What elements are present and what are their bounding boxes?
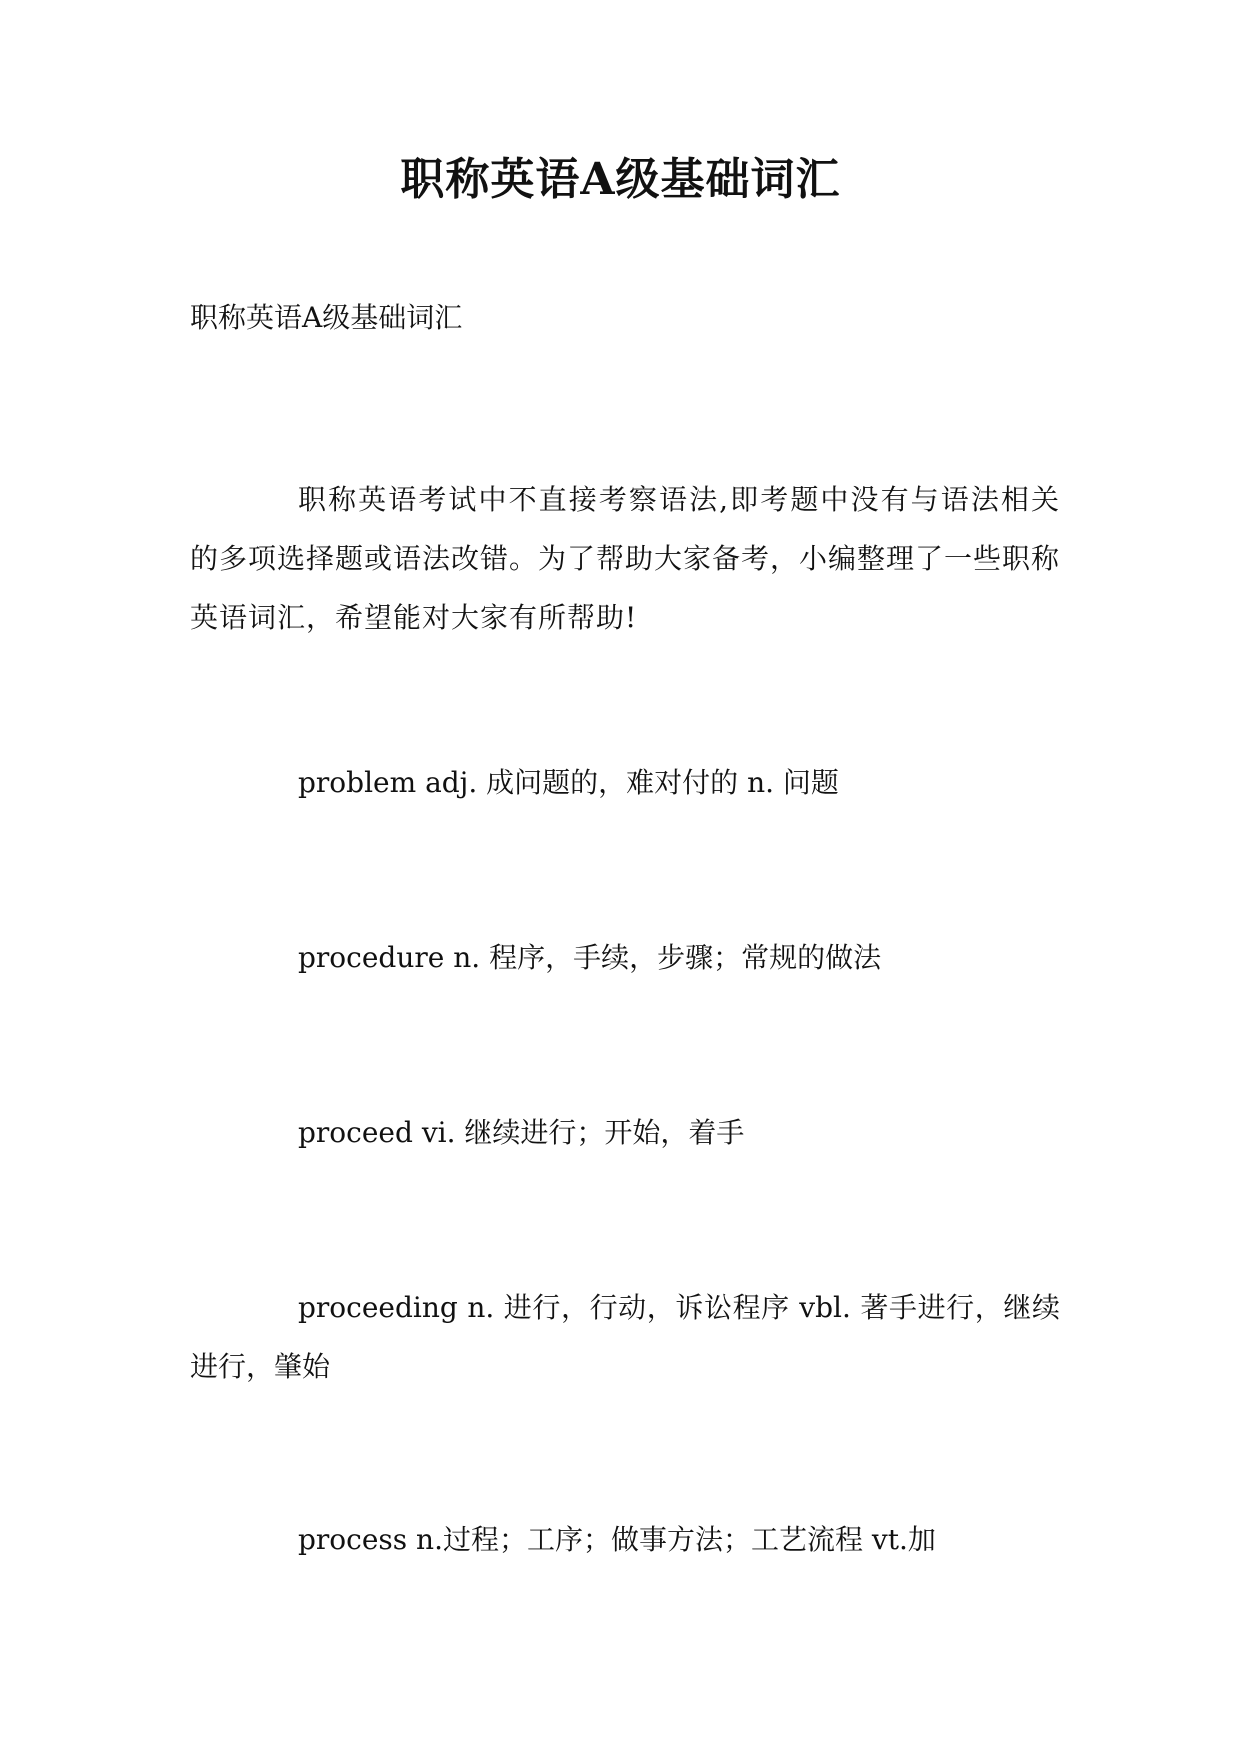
vocab-entry-process: process n.过程；工序；做事方法；工艺流程 vt.加 [298, 1523, 936, 1556]
intro-paragraph: 职称英语考试中不直接考察语法,即考题中没有与语法相关的多项选择题或语法改错。为了帮助大家备考，小编整理了一些职称英语词汇，希望能对大家有所帮助! [190, 483, 1061, 634]
vocab-entry-procedure: procedure n. 程序，手续，步骤；常规的做法 [298, 941, 882, 974]
document-title: 职称英语A级基础词汇 [400, 154, 841, 205]
vocab-entry-proceed: proceed vi. 继续进行；开始，着手 [298, 1116, 745, 1149]
vocab-entry-problem: problem adj. 成问题的，难对付的 n. 问题 [298, 766, 839, 799]
vocab-entry-proceeding: proceeding n. 进行，行动，诉讼程序 vbl. 著手进行，继续进行，肇始 [190, 1291, 1060, 1383]
document-subtitle: 职称英语A级基础词汇 [190, 301, 463, 334]
